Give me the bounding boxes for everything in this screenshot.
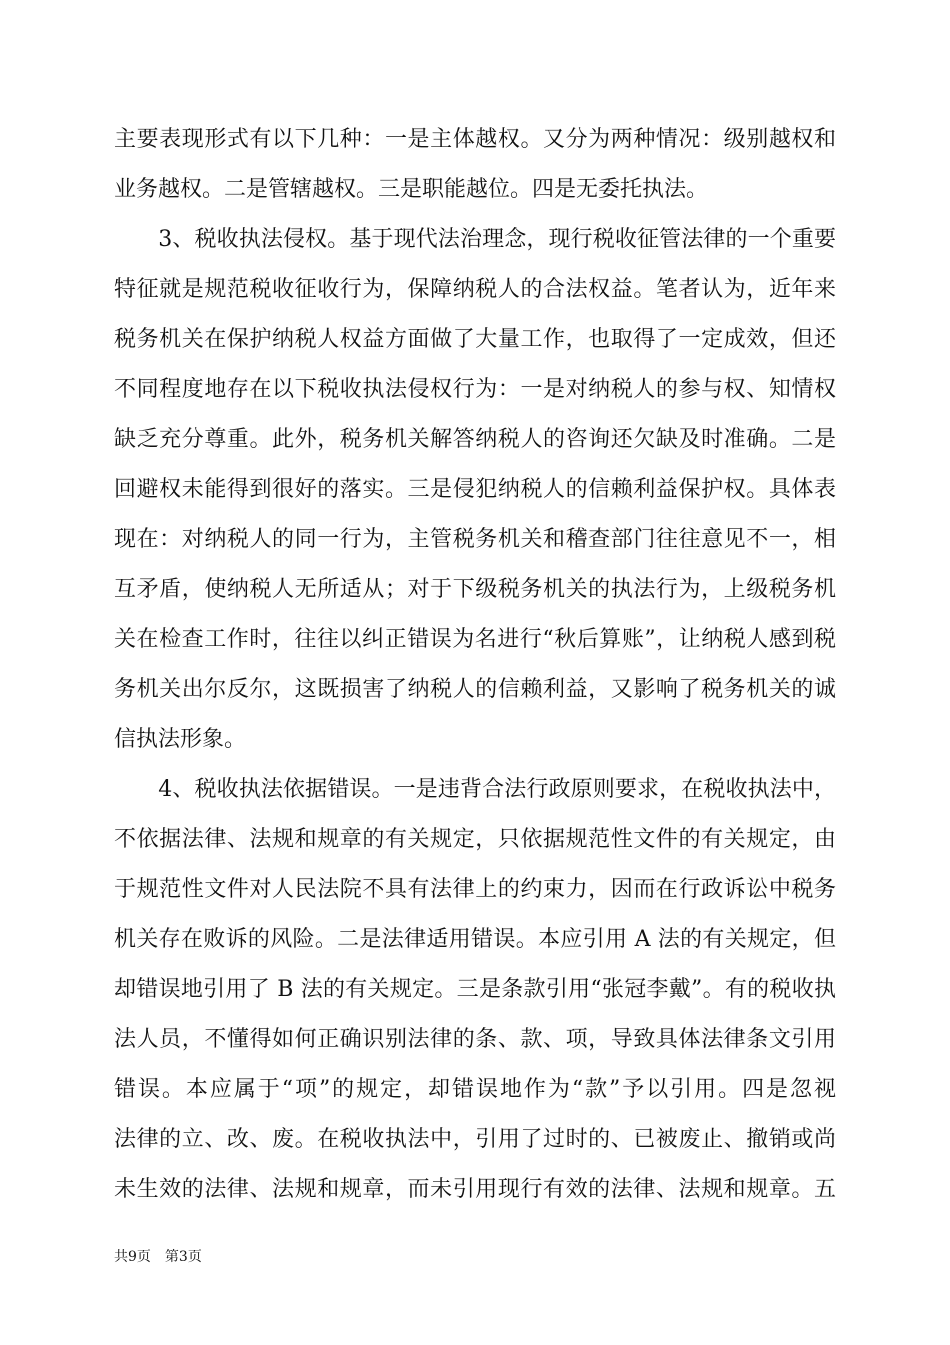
total-pages-label: 共9页: [114, 1249, 151, 1265]
text-line: 法人员，不懂得如何正确识别法律的条、款、项，导致具体法律条文引用: [114, 1027, 836, 1052]
text-line: 业务越权。二是管辖越权。三是职能越位。四是无委托执法。: [114, 177, 709, 202]
text-line: 未生效的法律、法规和规章，而未引用现行有效的法律、法规和规章。五: [114, 1177, 836, 1202]
text-line: 却错误地引用了 B 法的有关规定。三是条款引用“张冠李戴”。有的税收执: [114, 977, 836, 1002]
text-line: 现在：对纳税人的同一行为，主管税务机关和稽查部门往往意见不一，相: [114, 527, 836, 552]
text-line: 互矛盾，使纳税人无所适从；对于下级税务机关的执法行为，上级税务机: [114, 577, 836, 602]
text-line: 特征就是规范税收征收行为，保障纳税人的合法权益。笔者认为，近年来: [114, 277, 836, 302]
text-line: 于规范性文件对人民法院不具有法律上的约束力，因而在行政诉讼中税务: [114, 877, 836, 902]
text-line: 机关存在败诉的风险。二是法律适用错误。本应引用 A 法的有关规定，但: [114, 927, 836, 952]
text-line: 法律的立、改、废。在税收执法中，引用了过时的、已被废止、撤销或尚: [114, 1127, 836, 1152]
text-line: 回避权未能得到很好的落实。三是侵犯纳税人的信赖利益保护权。具体表: [114, 477, 836, 502]
text-line: 不依据法律、法规和规章的有关规定，只依据规范性文件的有关规定，由: [114, 827, 836, 852]
text-line: 主要表现形式有以下几种：一是主体越权。又分为两种情况：级别越权和: [114, 127, 836, 152]
text-line: 税务机关在保护纳税人权益方面做了大量工作，也取得了一定成效，但还: [114, 327, 836, 352]
text-line: 3、税收执法侵权。基于现代法治理念，现行税收征管法律的一个重要: [114, 227, 836, 252]
text-line: 关在检查工作时，往往以纠正错误为名进行“秋后算账”，让纳税人感到税: [114, 627, 836, 652]
text-line: 信执法形象。: [114, 727, 247, 752]
text-line: 4、税收执法依据错误。一是违背合法行政原则要求，在税收执法中，: [114, 777, 836, 802]
text-line: 务机关出尔反尔，这既损害了纳税人的信赖利益，又影响了税务机关的诚: [114, 677, 836, 702]
current-page-label: 第3页: [164, 1249, 202, 1265]
text-line: 错误。本应属于“项”的规定，却错误地作为“款”予以引用。四是忽视: [114, 1077, 836, 1102]
page-footer: [114, 1245, 216, 1269]
text-line: 缺乏充分尊重。此外，税务机关解答纳税人的咨询还欠缺及时准确。二是: [114, 427, 836, 452]
text-line: 不同程度地存在以下税收执法侵权行为：一是对纳税人的参与权、知情权: [114, 377, 836, 402]
